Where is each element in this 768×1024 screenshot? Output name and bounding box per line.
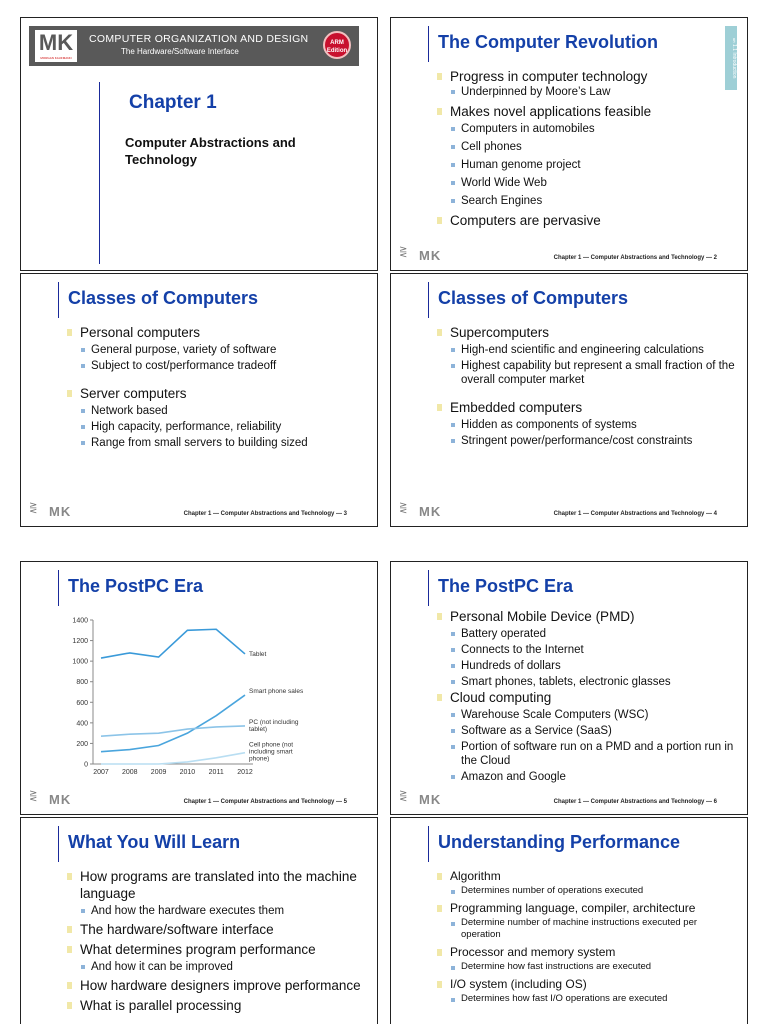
bullet: How programs are translated into the machine language bbox=[67, 868, 365, 902]
bullet: What is parallel processing bbox=[67, 997, 365, 1014]
mk-mark-icon: ⋛ bbox=[29, 503, 38, 514]
bullet: I/O system (including OS) bbox=[437, 976, 735, 992]
mk-mark-icon: ⋛ bbox=[29, 791, 38, 802]
sub-bullet: Computers in automobiles bbox=[451, 122, 735, 136]
slide-classes-1 bbox=[20, 273, 378, 527]
bullet: Computers are pervasive bbox=[437, 212, 735, 229]
sub-bullet: Connects to the Internet bbox=[451, 643, 735, 657]
sub-bullet: Underpinned by Moore’s Law bbox=[451, 85, 735, 99]
footer-logo: MK bbox=[49, 792, 72, 807]
title-accent-line bbox=[58, 570, 59, 606]
slide-understanding-performance bbox=[390, 817, 748, 1024]
footer-logo: MK bbox=[419, 504, 442, 519]
sub-bullet: And how it can be improved bbox=[81, 960, 365, 974]
bullet: Cloud computing bbox=[437, 689, 735, 706]
footer-caption: Chapter 1 — Computer Abstractions and Technology — 6 bbox=[553, 799, 717, 805]
sub-bullet: Hundreds of dollars bbox=[451, 659, 735, 673]
sub-bullet: General purpose, variety of software bbox=[81, 343, 365, 357]
sub-bullet: High capacity, performance, reliability bbox=[81, 420, 365, 434]
x-tick-label: 2010 bbox=[179, 769, 196, 776]
sub-bullet: Amazon and Google bbox=[451, 770, 735, 784]
slide-footer bbox=[391, 786, 747, 814]
sub-bullet: Smart phones, tablets, electronic glasses bbox=[451, 675, 735, 689]
sub-bullet: And how the hardware executes them bbox=[81, 904, 365, 918]
footer-logo: MK bbox=[49, 504, 72, 519]
bullet: The hardware/software interface bbox=[67, 921, 365, 938]
sub-bullet: Range from small servers to building sized bbox=[81, 436, 365, 450]
legend-label: Tablet bbox=[249, 650, 267, 658]
x-tick-label: 2009 bbox=[150, 769, 167, 776]
bullet: What determines program performance bbox=[67, 941, 365, 958]
sub-bullet: Human genome project bbox=[451, 158, 735, 172]
slide-bullets bbox=[437, 868, 735, 1005]
y-tick-label: 1000 bbox=[72, 658, 88, 666]
y-tick-label: 1200 bbox=[72, 638, 88, 646]
bullet: Personal computers bbox=[67, 324, 365, 341]
y-tick-label: 600 bbox=[76, 699, 88, 707]
slide-title: Classes of Computers bbox=[438, 288, 629, 308]
slide-footer bbox=[21, 498, 377, 526]
title-accent-line bbox=[428, 826, 429, 862]
x-tick-label: 2008 bbox=[122, 769, 138, 776]
sub-bullet: Hidden as components of systems bbox=[451, 418, 735, 432]
y-tick-label: 200 bbox=[76, 740, 88, 748]
title-accent-line bbox=[58, 282, 59, 318]
legend-label: PC (not including tablet) bbox=[249, 718, 299, 733]
series-line bbox=[101, 629, 245, 658]
sub-bullet: Determine how fast instructions are executed bbox=[451, 961, 735, 973]
postpc-line-chart bbox=[31, 612, 371, 777]
sub-bullet: Stringent power/performance/cost constraints bbox=[451, 434, 735, 448]
slide-postpc-list bbox=[390, 561, 748, 815]
sub-bullet: Determine number of machine instructions executed per operation bbox=[451, 917, 735, 941]
title-divider bbox=[99, 82, 100, 264]
bullet: Algorithm bbox=[437, 868, 735, 884]
sub-bullet: Determines number of operations executed bbox=[451, 885, 735, 897]
bullet: Supercomputers bbox=[437, 324, 735, 341]
chapter-subtitle: Computer Abstractions and Technology bbox=[125, 135, 296, 167]
sub-bullet: Battery operated bbox=[451, 627, 735, 641]
section-tab: §1.1 Introduction bbox=[725, 26, 737, 90]
sub-bullet: High-end scientific and engineering calculations bbox=[451, 343, 735, 357]
series-line bbox=[101, 753, 245, 764]
slide-bullets bbox=[437, 324, 735, 448]
footer-caption: Chapter 1 — Computer Abstractions and Technology — 5 bbox=[183, 799, 347, 805]
sub-bullet: Subject to cost/performance tradeoff bbox=[81, 359, 365, 373]
sub-bullet: Highest capability but represent a small fraction of the overall computer market bbox=[451, 359, 735, 387]
slide-title bbox=[20, 17, 378, 271]
slide-classes-2 bbox=[390, 273, 748, 527]
sub-bullet: Search Engines bbox=[451, 194, 735, 208]
mk-mark-icon: ⋛ bbox=[399, 247, 408, 258]
title-banner bbox=[29, 26, 359, 66]
footer-logo: MK bbox=[419, 792, 442, 807]
sub-bullet: Warehouse Scale Computers (WSC) bbox=[451, 708, 735, 722]
bullet: How hardware designers improve performance bbox=[67, 977, 365, 994]
slide-computer-revolution bbox=[390, 17, 748, 271]
slide-title: What You Will Learn bbox=[68, 832, 241, 852]
slide-footer bbox=[391, 242, 747, 270]
edition-badge bbox=[323, 31, 351, 59]
bullet: Makes novel applications feasible bbox=[437, 103, 735, 120]
bullet: Programming language, compiler, architecture bbox=[437, 900, 735, 916]
sub-bullet: Software as a Service (SaaS) bbox=[451, 724, 735, 738]
chapter-heading: Chapter 1 bbox=[129, 92, 217, 113]
y-tick-label: 400 bbox=[76, 720, 88, 728]
bullet: Processor and memory system bbox=[437, 944, 735, 960]
slide-title: The PostPC Era bbox=[68, 576, 204, 596]
title-accent-line bbox=[58, 826, 59, 862]
x-tick-label: 2007 bbox=[93, 769, 109, 776]
bullet: Progress in computer technology bbox=[437, 68, 735, 85]
title-accent-line bbox=[428, 26, 429, 62]
badge-line2: Edition bbox=[326, 48, 348, 54]
legend-label: Cell phone (not including smart phone) bbox=[249, 741, 294, 763]
sub-bullet: Network based bbox=[81, 404, 365, 418]
mk-logo-sub: MORGAN KAUFMANN bbox=[40, 56, 72, 60]
y-tick-label: 800 bbox=[76, 679, 88, 687]
x-tick-label: 2011 bbox=[208, 769, 224, 776]
slide-bullets bbox=[437, 608, 735, 784]
series-line bbox=[101, 726, 245, 736]
title-accent-line bbox=[428, 282, 429, 318]
slide-title: Classes of Computers bbox=[68, 288, 259, 308]
badge-line1: ARM bbox=[330, 40, 344, 46]
legend-label: Smart phone sales bbox=[249, 688, 304, 696]
y-tick-label: 1400 bbox=[72, 617, 88, 625]
x-tick-label: 2012 bbox=[237, 769, 253, 776]
book-title: COMPUTER ORGANIZATION AND DESIGN bbox=[89, 33, 309, 45]
slide-bullets bbox=[67, 324, 365, 450]
slide-footer bbox=[21, 786, 377, 814]
sub-bullet: Portion of software run on a PMD and a portion run in the Cloud bbox=[451, 740, 735, 768]
bullet: Server computers bbox=[67, 385, 365, 402]
series-line bbox=[101, 695, 245, 752]
book-subtitle: The Hardware/Software Interface bbox=[121, 47, 239, 56]
mk-mark-icon: ⋛ bbox=[399, 503, 408, 514]
bullet: Personal Mobile Device (PMD) bbox=[437, 608, 735, 625]
mk-logo: MK bbox=[35, 30, 77, 62]
footer-logo: MK bbox=[419, 248, 442, 263]
slide-title: The PostPC Era bbox=[438, 576, 574, 596]
slide-footer bbox=[391, 498, 747, 526]
slide-bullets bbox=[437, 68, 735, 229]
slide-title: The Computer Revolution bbox=[438, 32, 658, 52]
footer-caption: Chapter 1 — Computer Abstractions and Technology — 3 bbox=[183, 511, 347, 517]
title-accent-line bbox=[428, 570, 429, 606]
mk-mark-icon: ⋛ bbox=[399, 791, 408, 802]
slide-title: Understanding Performance bbox=[438, 832, 681, 852]
slide-what-you-will-learn bbox=[20, 817, 378, 1024]
footer-caption: Chapter 1 — Computer Abstractions and Technology — 4 bbox=[553, 511, 717, 517]
slide-postpc-chart bbox=[20, 561, 378, 815]
bullet: Embedded computers bbox=[437, 399, 735, 416]
slide-bullets bbox=[67, 868, 365, 1014]
y-tick-label: 0 bbox=[84, 761, 88, 769]
footer-caption: Chapter 1 — Computer Abstractions and Technology — 2 bbox=[553, 255, 717, 261]
sub-bullet: World Wide Web bbox=[451, 176, 735, 190]
sub-bullet: Cell phones bbox=[451, 140, 735, 154]
sub-bullet: Determines how fast I/O operations are executed bbox=[451, 993, 735, 1005]
